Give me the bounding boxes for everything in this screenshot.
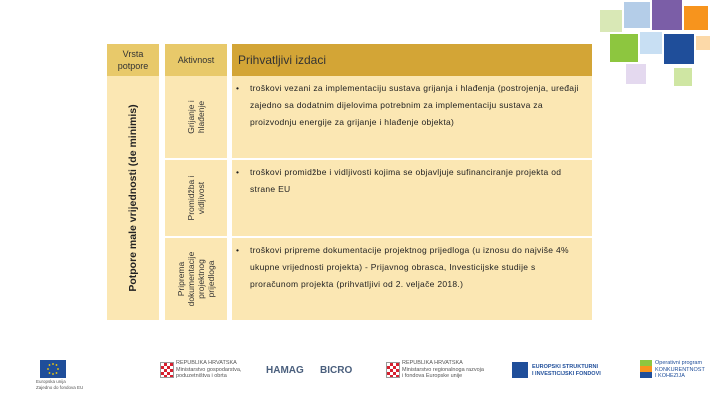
expense-cell-heating — [232, 76, 592, 158]
eu-logo-text: Europska unija Zajedno do fondova EU — [36, 379, 84, 390]
croatia-coat-of-arms-icon — [160, 362, 174, 378]
expense-text-heating: troškovi vezani za implementaciju sustava grijanja i hlađenja (postrojenja, uređaji zajedno sa dodatnim dijelovima potrebnim za implementaciju sustava za proizvodnju energije za grijanje i hlađenje objekta) — [250, 83, 579, 127]
header-prihvatljivi-izdaci: Prihvatljivi izdaci — [232, 44, 592, 76]
croatia-coat-of-arms-icon — [386, 362, 400, 378]
support-type-label: Potpore male vrijednosti (de minimis) — [127, 104, 139, 292]
activity-cell-promotion — [165, 160, 227, 236]
activity-cell-heating — [165, 76, 227, 158]
hamag-logo: HAMAG — [266, 365, 304, 376]
op-logo-text: Operativni program KONKURENTNOST I KOHEZIJA — [655, 360, 705, 379]
ministry-regional-logo-text: REPUBLIKA HRVATSKA Ministarstvo regionalnoga razvoja i fondova Europske unije — [402, 360, 484, 379]
esif-flag-icon — [512, 362, 528, 378]
activity-label-documentation: Priprema dokumentacije projektnog prijedloga — [176, 251, 216, 307]
esif-logo-text: EUROPSKI STRUKTURNI I INVESTICIJSKI FONDOVI — [532, 364, 601, 377]
support-type-cell — [107, 76, 159, 320]
expense-cell-promotion — [232, 160, 592, 236]
expense-text-documentation: troškovi pripreme dokumentacije projektnog prijedloga (u iznosu do najviše 4% ukupne vrijednosti projekta) - Prijavnog obrasca, Investicijske studije s proračunom projekta (prihvatljivi od 2. veljače 2018.) — [250, 245, 569, 289]
footer-logos — [0, 352, 720, 405]
expense-cell-documentation — [232, 238, 592, 320]
activity-label-promotion: Promidžba i vidljivost — [186, 175, 206, 221]
ministry-economy-logo-text: REPUBLIKA HRVATSKA Ministarstvo gospodarstva, poduzetništva i obrta — [176, 360, 242, 379]
bullet-icon: • — [236, 83, 239, 93]
expense-text-promotion: troškovi promidžbe i vidljivosti kojima se objavljuje sufinanciranje projekta od strane EU — [250, 167, 562, 194]
header-vrsta-potpore: Vrsta potpore — [107, 44, 159, 76]
activity-label-heating: Grijanje i hlađenje — [186, 100, 206, 134]
op-logo-icon — [640, 360, 652, 378]
bicro-logo: BICRO — [320, 365, 353, 376]
bullet-icon: • — [236, 245, 239, 255]
eu-flag-icon — [40, 360, 66, 378]
bullet-icon: • — [236, 167, 239, 177]
decor-squares — [590, 0, 720, 90]
header-aktivnost: Aktivnost — [165, 44, 227, 76]
activity-cell-documentation — [165, 238, 227, 320]
